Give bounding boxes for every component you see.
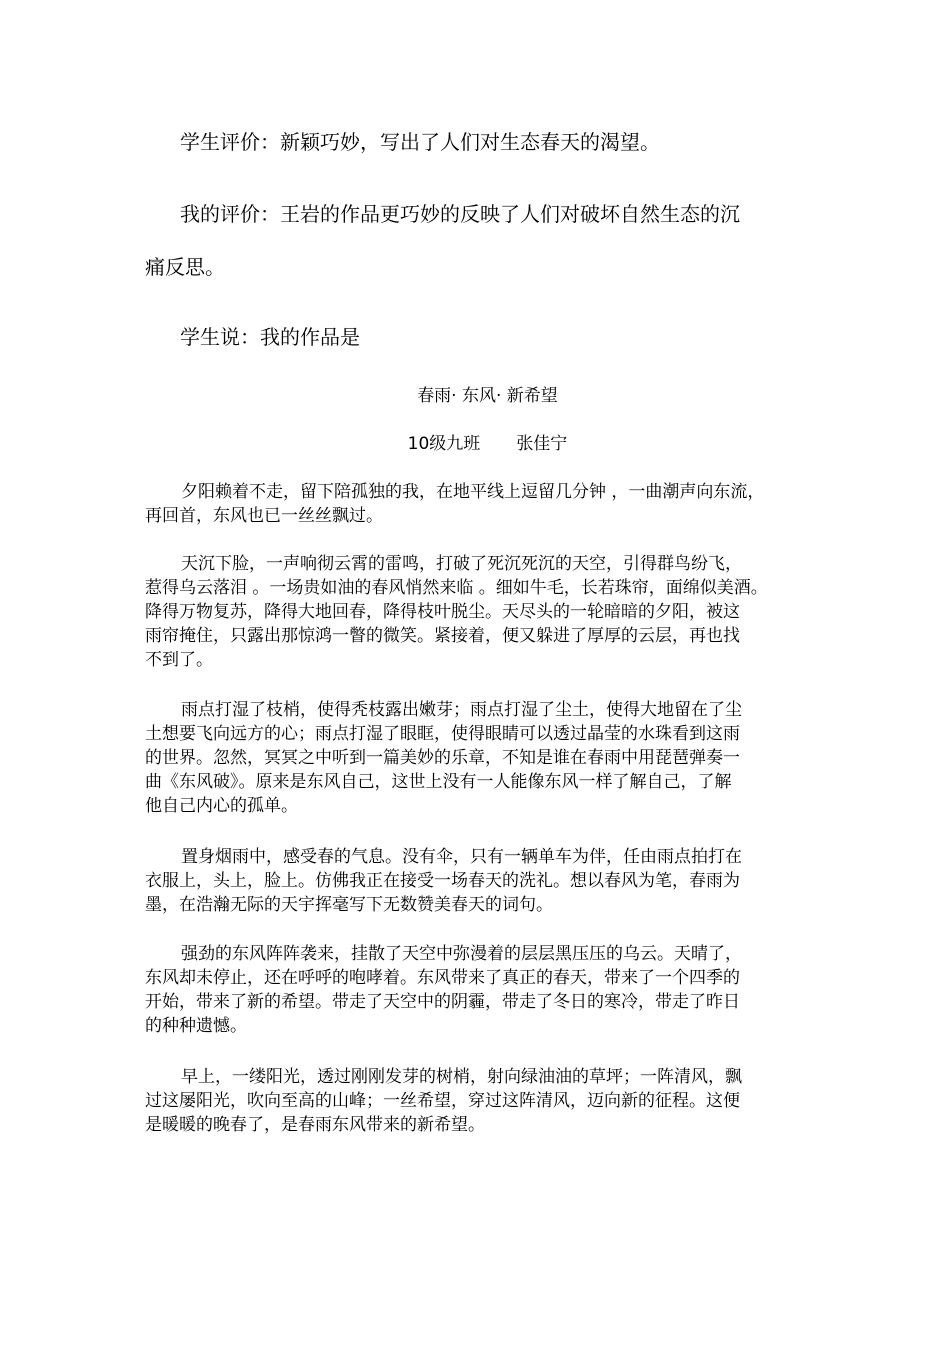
paragraph-line: 天沉下脸，一声响彻云霄的雷鸣，打破了死沉死沉的天空，引得群鸟纷飞， [181,554,742,574]
paragraph-line: 的种种遗憾。 [145,1016,247,1036]
paragraph-line: 早上，一缕阳光，透过刚刚发芽的树梢，射向绿油油的草坪；一阵清风，飘 [181,1067,742,1087]
my-evaluation-line-1: 我的评价：王岩的作品更巧妙的反映了人们对破坏自然生态的沉 [180,202,740,226]
paragraph-line: 再回首，东风也已一丝丝飘过。 [145,506,383,526]
paragraph-line: 强劲的东风阵阵袭来，挂散了天空中弥漫着的层层黑压压的乌云。天晴了， [181,944,742,964]
paragraph-line: 开始，带来了新的希望。带走了天空中的阴霾，带走了冬日的寒冷，带走了昨日 [145,992,740,1012]
essay-author: 张佳宁 [516,434,568,454]
paragraph-line: 惹得乌云落泪 。一场贵如油的春风悄然来临 。细如牛毛，长若珠帘，面绵似美酒。 [145,578,768,598]
paragraph-line: 雨帘掩住，只露出那惊鸿一瞥的微笑。紧接着，便又躲进了厚厚的云层，再也找 [145,626,740,646]
paragraph-line: 夕阳赖着不走，留下陪孤独的我，在地平线上逗留几分钟 ，一曲潮声向东流， [181,482,765,502]
essay-paragraph-6 [145,1065,785,1137]
paragraph-line: 墨，在浩瀚无际的天宇挥毫写下无数赞美春天的词句。 [145,895,553,915]
essay-paragraph-5 [145,942,785,1038]
paragraph-line: 土想要飞向远方的心；雨点打湿了眼眶，使得眼睛可以透过晶莹的水珠看到这雨 [145,724,740,744]
paragraph-line: 降得万物复苏，降得大地回春，降得枝叶脱尘。天尽头的一轮暗暗的夕阳，被这 [145,602,740,622]
essay-paragraph-2 [145,552,785,672]
paragraph-line: 过这屡阳光，吹向至高的山峰；一丝希望，穿过这阵清风，迈向新的征程。这便 [145,1091,740,1111]
paragraph-line: 曲《东风破》。原来是东风自己，这世上没有一人能像东风一样了解自己，了解 [145,772,732,792]
paragraph-line: 他自己内心的孤单。 [145,796,298,816]
essay-byline [0,433,950,455]
essay-paragraph-4 [145,845,785,917]
essay-title: 春雨· 东风· 新希望 [417,386,558,406]
paragraph-line: 不到了。 [145,650,213,670]
essay-class: 10级九班 [407,434,481,454]
student-evaluation: 学生评价：新颖巧妙，写出了人们对生态春天的渴望。 [180,130,660,154]
paragraph-line: 雨点打湿了枝梢，使得秃枝露出嫩芽；雨点打湿了尘土，使得大地留在了尘 [181,700,742,720]
essay-paragraph-1 [145,480,785,528]
paragraph-line: 是暖暖的晚春了，是春雨东风带来的新希望。 [145,1115,485,1135]
paragraph-line: 的世界。忽然，冥冥之中听到一篇美妙的乐章，不知是谁在春雨中用琵琶弹奏一 [145,748,740,768]
essay-paragraph-3 [145,698,785,818]
paragraph-line: 置身烟雨中，感受春的气息。没有伞，只有一辆单车为伴，任由雨点拍打在 [181,847,742,867]
my-evaluation-line-2: 痛反思。 [145,255,225,279]
paragraph-line: 衣服上，头上，脸上。仿佛我正在接受一场春天的洗礼。想以春风为笔，春雨为 [145,871,740,891]
student-says: 学生说：我的作品是 [180,325,360,349]
paragraph-line: 东风却未停止，还在呼呼的咆哮着。东风带来了真正的春天，带来了一个四季的 [145,968,740,988]
